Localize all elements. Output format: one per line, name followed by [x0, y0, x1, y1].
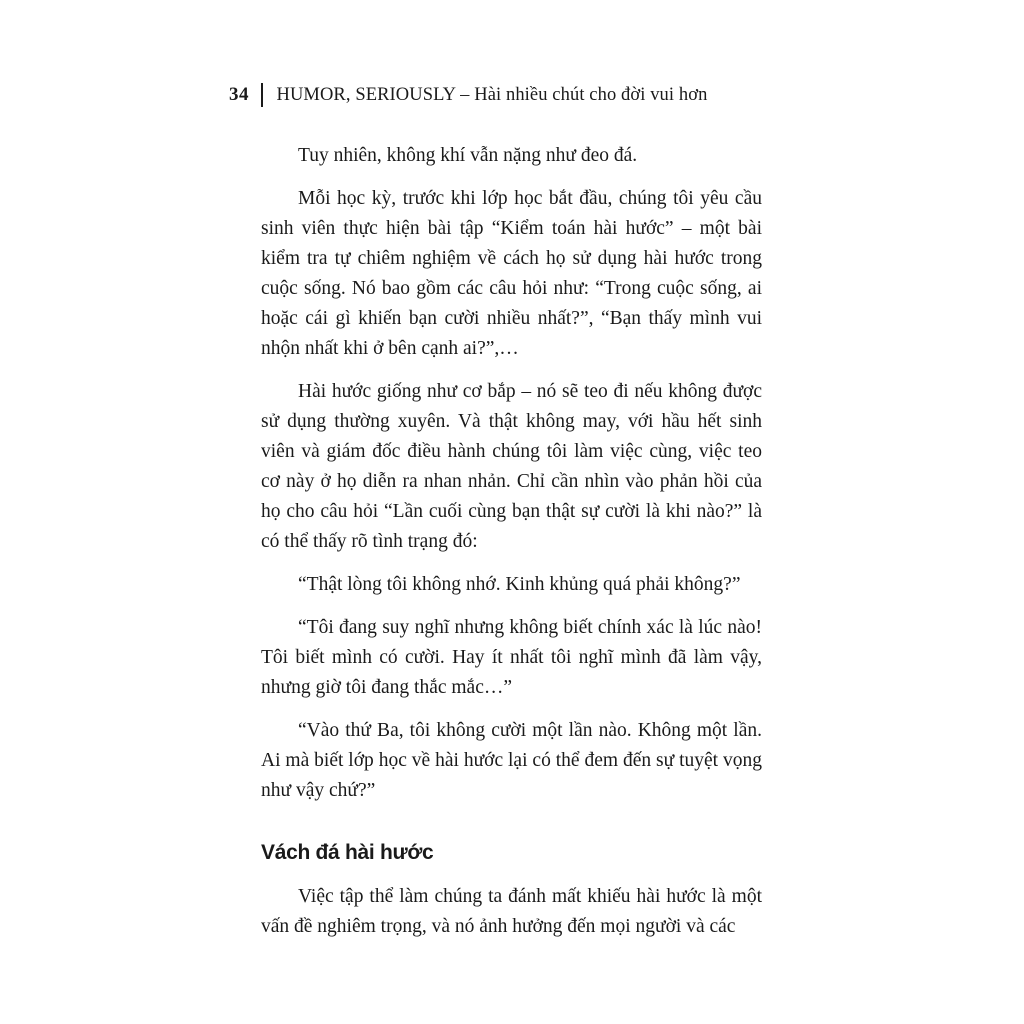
paragraph: Mỗi học kỳ, trước khi lớp học bắt đầu, chúng tôi yêu cầu sinh viên thực hiện bài tập “Kiểm toán hài hước” – một bài kiểm tra tự chiêm nghiệm về cách họ sử dụng hài hước trong cuộc sống. Nó bao gồm các câu hỏi như: “Trong cuộc sống, ai hoặc cái gì khiến bạn cười nhiều nhất?”, “Bạn thấy mình vui nhộn nhất khi ở bên cạnh ai?”,…: [261, 188, 762, 359]
header-divider: [261, 83, 263, 107]
running-header-title: HUMOR, SERIOUSLY – Hài nhiều chút cho đời vui hơn: [276, 84, 708, 105]
page-number: 34: [229, 84, 249, 105]
quote-paragraph: “Thật lòng tôi không nhớ. Kinh khủng quá phải không?”: [298, 574, 741, 595]
running-header: [229, 80, 707, 110]
paragraph: Việc tập thể làm chúng ta đánh mất khiếu hài hước là một vấn đề nghiêm trọng, và nó ảnh hưởng đến mọi người và các: [261, 886, 762, 937]
paragraph: Hài hước giống như cơ bắp – nó sẽ teo đi nếu không được sử dụng thường xuyên. Và thật không may, với hầu hết sinh viên và giám đốc điều hành chúng tôi làm việc cùng, việc teo cơ này ở họ diễn ra nhan nhản. Chỉ cần nhìn vào phản hồi của họ cho câu hỏi “Lần cuối cùng bạn thật sự cười là khi nào?” là có thể thấy rõ tình trạng đó:: [261, 381, 762, 552]
quote-paragraph: “Vào thứ Ba, tôi không cười một lần nào. Không một lần. Ai mà biết lớp học về hài hước lại có thể đem đến sự tuyệt vọng như vậy chứ?”: [261, 720, 762, 801]
paragraph: Tuy nhiên, không khí vẫn nặng như đeo đá.: [298, 145, 638, 166]
quote-paragraph: “Tôi đang suy nghĩ nhưng không biết chính xác là lúc nào! Tôi biết mình có cười. Hay ít nhất tôi nghĩ mình đã làm vậy, nhưng giờ tôi đang thắc mắc…”: [261, 617, 762, 698]
section-heading: Vách đá hài hước: [261, 841, 434, 864]
page-body: [261, 141, 762, 955]
